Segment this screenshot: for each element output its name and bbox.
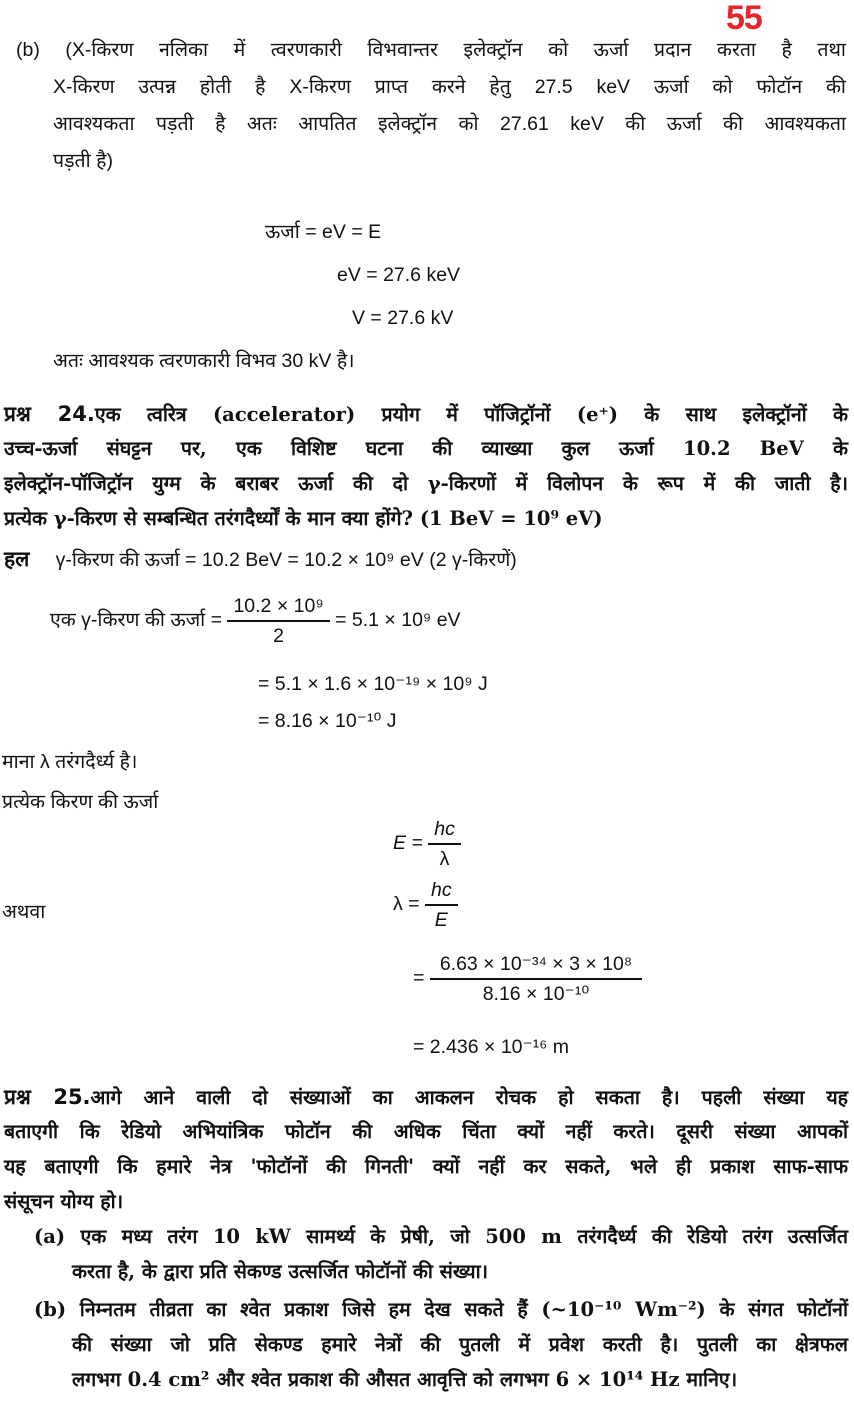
equation-step: = 8.16 × 10⁻¹⁰ J bbox=[258, 710, 397, 732]
question-text: एक त्वरित्र (accelerator) प्रयोग में पॉजिट्रॉनों (e⁺) के साथ इलेक्ट्रॉनों के bbox=[94, 403, 848, 426]
fraction-result: = 5.1 × 10⁹ eV bbox=[335, 609, 461, 631]
question-label: प्रश्न 24. bbox=[4, 402, 95, 426]
solution-text: γ-किरण की ऊर्जा = 10.2 BeV = 10.2 × 10⁹ eV (2 γ-किरणें) bbox=[55, 549, 517, 571]
fraction-denominator: λ bbox=[439, 848, 450, 870]
page-number: 55 bbox=[726, 0, 762, 37]
part-b-line: लगभग 0.4 cm² और श्वेत प्रकाश की औसत आवृत्ति को लगभग 6 × 10¹⁴ Hz मानिए। bbox=[72, 1368, 738, 1391]
fraction-numerator: hc bbox=[425, 876, 458, 906]
part-b-line: की संख्या जो प्रति सेकण्ड हमारे नेत्रों की पुतली में प्रवेश करती है। पुतली का क्षेत्रफल bbox=[72, 1333, 848, 1356]
question-line bbox=[4, 1083, 848, 1112]
equals-sign: = bbox=[413, 967, 425, 990]
equation-label: एक γ-किरण की ऊर्जा = bbox=[50, 609, 223, 631]
text-line: X-किरण उत्पन्न होती है X-किरण प्राप्त करने हेतु 27.5 keV ऊर्जा को फोटॉन की bbox=[53, 76, 846, 98]
part-b-line: (b) निम्नतम तीव्रता का श्वेत प्रकाश जिसे हम देख सकते हैं (~10⁻¹⁰ Wm⁻²) के संगत फोटॉनों bbox=[34, 1298, 848, 1321]
lambda-calculation bbox=[413, 950, 642, 1008]
question-line: प्रत्येक γ-किरण से सम्बन्धित तरंगदैर्ध्यों के मान क्या होंगे? (1 BeV = 10⁹ eV) bbox=[4, 507, 603, 530]
question-line: इलेक्ट्रॉन-पॉजिट्रॉन युग्म के बराबर ऊर्जा की दो γ-किरणों में विलोपन के रूप में की जाती है। bbox=[4, 472, 848, 495]
equation: V = 27.6 kV bbox=[352, 307, 454, 329]
equation-step: = 5.1 × 1.6 × 10⁻¹⁹ × 10⁹ J bbox=[258, 673, 488, 695]
let-lambda-text: माना λ तरंगदैर्ध्य है। bbox=[2, 751, 138, 773]
one-ray-energy-equation bbox=[50, 590, 461, 650]
energy-formula bbox=[393, 815, 461, 873]
part-a-line: (a) एक मध्य तरंग 10 kW सामर्थ्य के प्रेषी, जो 500 m तरंगदैर्ध्य की रेडियो तरंग उत्सर्जित bbox=[34, 1225, 848, 1248]
text-line: आवश्यकता पड़ती है अतः आपतित इलेक्ट्रॉन को 27.61 keV की ऊर्जा की आवश्यकता bbox=[53, 113, 846, 135]
question-line bbox=[4, 400, 848, 429]
each-ray-energy-text: प्रत्येक किरण की ऊर्जा bbox=[2, 791, 159, 813]
question-line: संसूचन योग्य हो। bbox=[4, 1190, 124, 1213]
question-label: प्रश्न 25. bbox=[4, 1085, 91, 1109]
solution-label: हल bbox=[4, 547, 30, 571]
fraction-numerator: 10.2 × 10⁹ bbox=[227, 592, 329, 622]
fraction bbox=[227, 592, 329, 650]
text-line: पड़ती है) bbox=[53, 150, 113, 172]
conclusion-text: अतः आवश्यक त्वरणकारी विभव 30 kV है। bbox=[53, 350, 355, 372]
part-a-line: करता है, के द्वारा प्रति सेकण्ड उत्सर्जित फोटॉनों की संख्या। bbox=[72, 1260, 489, 1283]
formula-lhs: E = bbox=[393, 832, 423, 855]
question-text: आगे आने वाली दो संख्याओं का आकलन रोचक हो सकता है। पहली संख्या यह bbox=[90, 1086, 849, 1109]
equation: ऊर्जा = eV = E bbox=[265, 221, 382, 243]
lambda-result: = 2.436 × 10⁻¹⁶ m bbox=[413, 1036, 569, 1058]
fraction-denominator: E bbox=[434, 909, 448, 931]
solution-line bbox=[4, 545, 517, 574]
formula-lhs: λ = bbox=[393, 893, 420, 916]
equation: eV = 27.6 keV bbox=[337, 264, 461, 286]
fraction-numerator: hc bbox=[428, 815, 461, 845]
lambda-formula bbox=[393, 876, 458, 934]
fraction-denominator: 8.16 × 10⁻¹⁰ bbox=[482, 983, 590, 1005]
text-line: (b) (X-किरण नलिका में त्वरणकारी विभवान्तर इलेक्ट्रॉन को ऊर्जा प्रदान करता है तथा bbox=[16, 39, 846, 61]
question-line: उच्च-ऊर्जा संघट्टन पर, एक विशिष्ट घटना की व्याख्या कुल ऊर्जा 10.2 BeV के bbox=[4, 437, 848, 460]
fraction-denominator: 2 bbox=[273, 624, 284, 647]
question-line: यह बताएगी कि हमारे नेत्र 'फोटॉनों की गिनती' क्यों नहीं कर सकते, भले ही प्रकाश साफ-साफ bbox=[4, 1155, 848, 1178]
or-label: अथवा bbox=[2, 901, 46, 923]
question-line: बताएगी कि रेडियो अभियांत्रिक फोटॉन की अधिक चिंता क्यों नहीं करते। दूसरी संख्या आपकों bbox=[4, 1120, 848, 1143]
fraction-numerator: 6.63 × 10⁻³⁴ × 3 × 10⁸ bbox=[430, 950, 642, 980]
